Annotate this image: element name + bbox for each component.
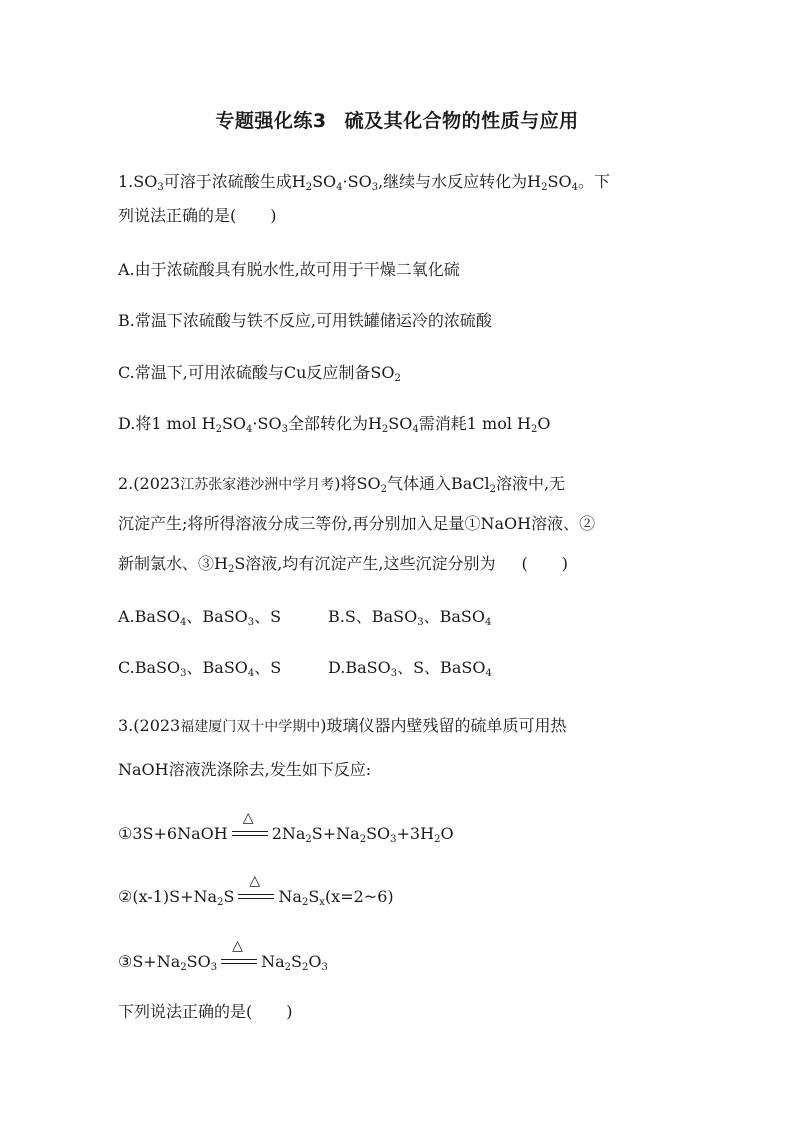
- heating-condition-arrow: [238, 873, 274, 904]
- q2-stem-line2: 沉淀产生;将所得溶液分成三等份,再分别加入足量①NaOH溶液、②: [118, 514, 596, 533]
- q3-reaction-3: $③S+Na_2SO_3$ △ $Na_2S_2O_3$: [118, 938, 328, 973]
- q1-option-b: B.常温下浓硫酸与铁不反应,可用铁罐储运冷的浓硫酸: [118, 311, 492, 330]
- title-series: 专题强化练3: [215, 110, 327, 132]
- q3-reaction-1: ①3S+6NaOH △ $2Na_2S+Na_2SO_3+3H_2O$: [118, 810, 454, 845]
- q3-question: 下列说法正确的是( ): [118, 1002, 293, 1021]
- q2-option-b: B.S、BaSO$_3$、BaSO$_4$: [328, 607, 492, 628]
- triangle-icon: △: [249, 873, 261, 889]
- q2-option-c: C.BaSO$_3$、BaSO$_4$、S: [118, 658, 282, 679]
- title-topic: 硫及其化合物的性质与应用: [344, 110, 579, 132]
- q3-stem-line2: NaOH溶液洗涤除去,发生如下反应:: [118, 760, 372, 779]
- q1-stem-line2: 列说法正确的是( ): [118, 206, 277, 225]
- page-title: [0, 106, 794, 133]
- q2-option-d: D.BaSO$_3$、S、BaSO$_4$: [328, 658, 492, 679]
- triangle-icon: △: [232, 938, 243, 954]
- q3-reaction-2: $②(x-1)S+Na_2S$ △ $Na_2S_x(x=2\sim 6)$: [118, 873, 394, 908]
- q1-stem-line1: $1.SO_3$可溶于浓硫酸生成$H_2SO_4\cdot SO_3$,继续与水反应转化为$H_2SO_4$。下: [118, 172, 610, 193]
- triangle-icon: △: [242, 810, 254, 826]
- q3-stem-line1: 3.(2023福建厦门双十中学期中)玻璃仪器内壁残留的硫单质可用热: [118, 716, 567, 735]
- heating-condition-arrow: [232, 810, 268, 841]
- q1-option-c: C.常温下,可用浓硫酸与Cu反应制备$SO_2$: [118, 363, 401, 384]
- q1-option-a: A.由于浓硫酸具有脱水性,故可用于干燥二氧化硫: [118, 260, 460, 279]
- q2-stem-line1: 2.(2023江苏张家港沙洲中学月考)将$SO_2$气体通入BaCl$_2$溶液中,无: [118, 474, 566, 495]
- q1-option-d: D.将1 mol $H_2SO_4\cdot SO_3$全部转化为$H_2SO_4$需消耗1 mol $H_2O$: [118, 414, 551, 435]
- q2-option-a: A.BaSO$_4$、BaSO$_3$、S: [118, 607, 282, 628]
- q2-stem-line3: 新制氯水、$③H_2S$溶液,均有沉淀产生,这些沉淀分别为 ( ): [118, 554, 568, 575]
- heating-condition-arrow: [221, 938, 257, 969]
